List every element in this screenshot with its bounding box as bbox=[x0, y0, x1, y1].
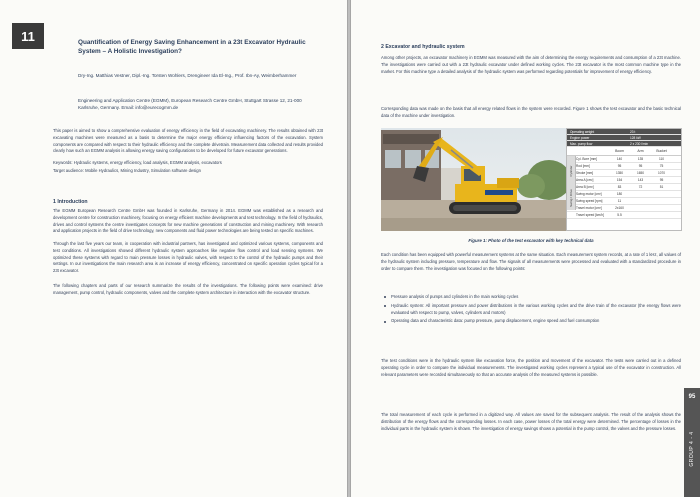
table-row bbox=[567, 156, 681, 163]
table-row bbox=[567, 205, 681, 212]
table-row bbox=[567, 170, 681, 177]
table-row-label: Travel speed [km/h] bbox=[576, 213, 604, 217]
table-row-label: Stroke [mm] bbox=[576, 171, 594, 175]
closing-paragraph-2: The total measurement of each cycle is performed in a digitized way. All values are saved for the subsequent analysis. The result of the analysis shows the distribution of the energy flows and the corresponding losses. In each case, power losses of the total energy were determined. The percentage of losses in the individual parts in the hydraulic system is shown. The investigation of energy savings shows a potential in the pump control, the valves and the pressure losses. bbox=[381, 412, 681, 431]
table-cell: 95 bbox=[617, 164, 622, 168]
table-cell: 110 bbox=[658, 157, 665, 161]
page-number-badge: 11 bbox=[12, 23, 44, 49]
paper-affiliation: Engineering and Application Centre (EGMM), European Research Centre GmbH, Stuttgart Strasse 12, 21-000 Karlsruhe, Germany. Email: info@eurecogmm.de bbox=[78, 98, 302, 111]
table-cell: 1650 bbox=[636, 171, 645, 175]
section-paragraph-2: Corresponding data was made on the basis that all energy related flows in the system were recorded. Figure 1 shows the test excavator and the basic technical data of the machine under investigation. bbox=[381, 106, 681, 118]
group-label-swing: Swing / Drive bbox=[567, 186, 576, 210]
technical-data-table bbox=[566, 128, 682, 231]
investigation-bullet-list bbox=[381, 294, 681, 327]
summary-value: 2 x 230 l/min bbox=[630, 141, 649, 146]
table-cell: 75 bbox=[659, 164, 664, 168]
table-cell: 1070 bbox=[657, 171, 666, 175]
table-header-bucket: Bucket bbox=[656, 149, 667, 153]
intro-paragraph-1: The EGMM European Research Centre GmbH was founded in Karlsruhe, Germany in 2014. EGMM was established as a research and development centre for construction machinery, focusing on energy efficient machine developments and test technology. In the field of hydraulics, drives and control systems the centre investigates concepts for new machine generations of construction and mining machinery. With research and application projects in the field of drive technology, new components and fluid power technologies are being tested on specific machines. bbox=[53, 208, 323, 234]
section-heading: 2 Excavator and hydraulic system bbox=[381, 44, 465, 50]
table-cell: 5.5 bbox=[617, 213, 622, 217]
table-row bbox=[567, 212, 681, 219]
bullet-item: Operating data and characteristic data: pump pressure, pump displacement, engine speed and fuel consumption bbox=[381, 318, 681, 325]
table-row bbox=[567, 191, 681, 198]
table-cell: 140 bbox=[616, 157, 623, 161]
intro-paragraph-3: The following chapters and parts of our research summarize the results of the investigations. The following points were examined: drive management, pump control, hydraulic components, valves and the complete system architecture in interaction with the excavator structure. bbox=[53, 283, 323, 295]
keywords: Keywords: Hydraulic systems, energy efficiency, load analysis, EGMM analysis, excavators bbox=[53, 160, 222, 165]
abstract-paragraph: This paper is aimed to show a comprehensive evaluation of energy efficiency in the field of excavating machinery. The results obtained with 23t excavating machines were measured as a basis to determine the major energy efficiency influencing factors of the excavation. System components are compared with respect to their hydraulic efficiency and the complete drivetrain. Measurement data collected and results provided clearly how such an EGMM analysis is allowing energy saving configurations to be developed for future excavator generations. bbox=[53, 128, 323, 154]
group-label-cylinder: Cylinder bbox=[567, 156, 576, 186]
table-header-row bbox=[567, 147, 681, 156]
table-row-label: Travel motor [cm³] bbox=[576, 206, 602, 210]
bullet-item: Hydraulic system: All important pressure and power distributions in the various working cycles and the drive train of the excavator (the energy flows were evaluated with respect to pump, valves, cylinders and motors) bbox=[381, 303, 681, 317]
summary-value: 23 t bbox=[630, 129, 636, 134]
side-tab bbox=[684, 388, 700, 497]
table-cell: 143 bbox=[637, 178, 644, 182]
measurement-paragraph: Each condition has been equipped with powerful measurement systems at the same situation. Each measurement system records, at a rate of 1 kHz, all values of the hydraulic system including pressure, temperature and flow. The signals of all measurements were processed and evaluated with a standardized procedure in order to compare them. The investigation was focused on the following points: bbox=[381, 252, 681, 271]
summary-label: Operating weight bbox=[570, 129, 595, 134]
table-row bbox=[567, 184, 681, 191]
table-row bbox=[567, 198, 681, 205]
figure-caption: Figure 1: Photo of the test excavator with key technical data bbox=[468, 238, 594, 243]
table-cell: 95 bbox=[638, 164, 643, 168]
table-cell: 51 bbox=[659, 185, 664, 189]
table-summary-rows bbox=[567, 129, 681, 147]
paper-title: Quantification of Energy Saving Enhancement in a 23t Excavator Hydraulic System – A Holistic Investigation? bbox=[78, 39, 306, 56]
table-cell: 72 bbox=[638, 185, 643, 189]
excavator-illustration bbox=[381, 128, 566, 231]
intro-paragraph-2: Through the last five years our team, in cooperation with industrial partners, has investigated and optimized various systems, components and test conditions. All investigations showed different hydraulic system approaches like negative flow control and load sensing systems. We optimized these systems with regard to main pressure losses in hydraulic valves, with respect to the control of the hydraulic pumps and their settings. In our investigations the main research area is an increase of energy efficiency, concentrated on specific operation cycles typical for a 23t excavator. bbox=[53, 241, 323, 274]
table-cell: 180 bbox=[616, 192, 623, 196]
table-row bbox=[567, 177, 681, 184]
right-page-number: 95 bbox=[688, 394, 696, 400]
summary-label: Max. pump flow bbox=[570, 141, 593, 146]
table-row-label: Swing speed [rpm] bbox=[576, 199, 603, 203]
table-body bbox=[567, 156, 681, 219]
table-row-label: Swing motor [cm³] bbox=[576, 192, 602, 196]
table-row-label: Rod [mm] bbox=[576, 164, 590, 168]
summary-label: Engine power bbox=[570, 135, 590, 140]
group-label: GROUP 4 - 4 bbox=[689, 431, 695, 467]
table-cell: 95 bbox=[659, 178, 664, 182]
closing-paragraph-1: The test conditions were in the hydraulic system like excavation force, the position and movement of the excavator. The tests were carried out in a defined operating cycle in order to compare the individual measurements. The investigated working cycles represent a typical use of the excavator in construction. All relevant parameters were recorded simultaneously so that an accurate analysis of the measured systems is possible. bbox=[381, 358, 681, 377]
table-cell: 135 bbox=[637, 157, 644, 161]
target-group: Target audience: Mobile Hydraulics, Mining Industry, Simulation software design bbox=[53, 168, 201, 173]
table-header-boom: Boom bbox=[615, 149, 624, 153]
section-paragraph-1: Among other projects, an excavator machinery in EGMM was measured with the aim of determining the energy requirements and consumption of a 23t machine. The investigations were carried out with a 23t hydraulic excavator under defined working cycles. The 23t excavator is the most common machine type in the market. For this machine type a detailed analysis of the hydraulic system was performed regarding potentials for improvement of energy efficiency. bbox=[381, 55, 681, 74]
table-cell: 2x160 bbox=[615, 206, 624, 210]
table-row-label: Area B [cm²] bbox=[576, 185, 594, 189]
table-cell: 11 bbox=[617, 199, 622, 203]
summary-value: 128 kW bbox=[630, 135, 641, 140]
table-cell: 154 bbox=[616, 178, 623, 182]
table-row bbox=[567, 163, 681, 170]
table-cell: 1350 bbox=[615, 171, 624, 175]
left-page bbox=[0, 0, 347, 497]
bullet-item: Pressure analysis of pumps and cylinders in the main working cycles bbox=[381, 294, 681, 301]
paper-authors: Dry-Ing. Matthias Vestner, Dipl.-Ing. Torsten Wohlers, Drengineer Ida El-Ing., Prof. Ibn-Ay, Weimberhammer bbox=[78, 73, 297, 78]
table-data-rows bbox=[567, 156, 681, 219]
table-row-label: Cyl. Bore [mm] bbox=[576, 157, 598, 161]
excavator-photo bbox=[381, 128, 566, 231]
table-cell: 83 bbox=[617, 185, 622, 189]
intro-heading: 1 Introduction bbox=[53, 199, 88, 205]
table-row-label: Area A [cm²] bbox=[576, 178, 594, 182]
table-header-arm: Arm bbox=[637, 149, 644, 153]
